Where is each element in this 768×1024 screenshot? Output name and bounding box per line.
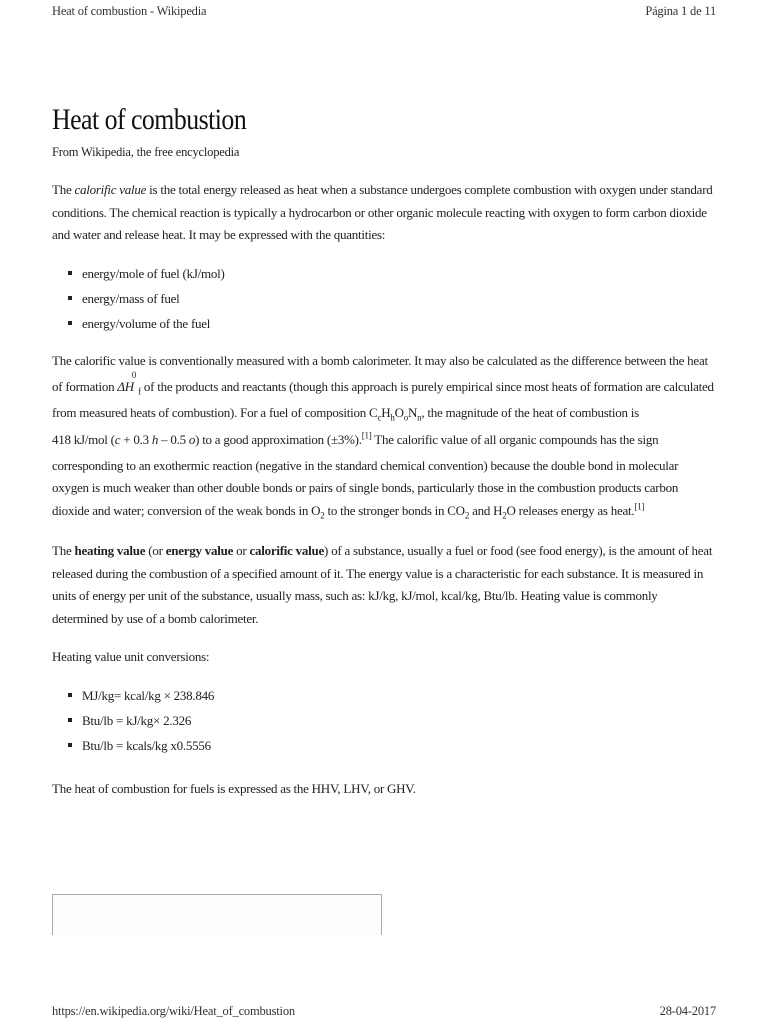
text-run: The calorific value of all organic compounds has the sign corresponding to an exothermic reaction (negative in the standard chemical convention) because the double bond in molecular oxygen is much weaker than other double bonds or pairs of single bonds, particularly those in the combustion products carbon dioxide and water; conversion of the weak bonds in O — [52, 431, 679, 518]
variable-o: o — [188, 431, 196, 447]
infobox-frame — [52, 894, 382, 935]
tagline: From Wikipedia, the free encyclopedia — [52, 145, 240, 159]
print-header-page-number: Página 1 de 11 — [645, 4, 716, 18]
page-title: Heat of combustion — [52, 103, 247, 136]
text-run: ) to a good approximation (±3%). — [195, 431, 362, 447]
citation-link[interactable]: [1] — [361, 430, 372, 441]
text-run: of the products and reactants (though this approach is purely empirical since most heats of formation are calculated from measured heats of combustion). For a fuel of composition C — [52, 379, 714, 420]
subscript: 2 — [464, 510, 470, 521]
list-item: Btu/lb = kcals/kg x0.5556 — [68, 733, 716, 758]
term-calorific-value: calorific value — [74, 182, 147, 197]
text-run: The calorific value is conventionally measured with a bomb calorimeter. It may also be calculated as the difference between the heat of formation — [52, 352, 708, 394]
paragraph-bomb-calorimeter — [52, 350, 716, 523]
term-energy-value: energy value — [165, 543, 234, 558]
subscript: f — [138, 386, 141, 397]
term-calorific-value-bold: calorific value — [249, 543, 325, 558]
text-run: or — [233, 543, 250, 558]
text-run: + 0.3 — [120, 431, 152, 447]
article-content — [52, 100, 716, 800]
variable-h: h — [151, 431, 159, 447]
text-run: 418 kJ/mol ( — [52, 431, 115, 447]
print-footer — [52, 1004, 716, 1019]
term-heating-value: heating value — [74, 543, 146, 558]
paragraph-heating-value — [52, 540, 716, 630]
list-item: energy/mass of fuel — [68, 286, 716, 311]
subscript: o — [403, 412, 408, 423]
subscript: n — [417, 412, 422, 423]
print-footer-url: https://en.wikipedia.org/wiki/Heat_of_combustion — [52, 1004, 295, 1018]
text-run: and H — [469, 502, 503, 518]
print-header-title: Heat of combustion - Wikipedia — [52, 4, 207, 18]
paragraph-calorific-value — [52, 179, 716, 247]
citation-link[interactable]: [1] — [634, 501, 645, 512]
paragraph-unit-conversions: Heating value unit conversions: — [52, 649, 210, 664]
text-run: The — [52, 182, 75, 197]
text-run: to the stronger bonds in CO — [324, 502, 465, 518]
formula — [52, 432, 362, 447]
print-header — [52, 4, 716, 19]
text-run: is the total energy released as heat when a substance undergoes complete combustion with oxygen under standard conditions. The chemical reaction is typically a hydrocarbon or other organic molecule reacting with oxygen to form carbon dioxide and water and release heat. It may be expressed with the quantities: — [52, 182, 713, 242]
subscript: c — [377, 412, 382, 423]
text-run: , the magnitude of the heat of combustion is — [421, 405, 639, 420]
paragraph-hhv-lhv-ghv: The heat of combustion for fuels is expressed as the HHV, LHV, or GHV. — [52, 780, 416, 796]
print-footer-date: 28-04-2017 — [659, 1004, 716, 1018]
superscript: 0 — [131, 369, 137, 380]
subscript: 2 — [320, 510, 325, 521]
subscript: h — [390, 412, 395, 423]
list-item: Btu/lb = kJ/kg× 2.326 — [68, 708, 716, 733]
text-run: – 0.5 — [158, 431, 189, 447]
delta-h-symbol: ΔH — [117, 379, 134, 394]
text-run: (or — [145, 543, 166, 558]
list-item: MJ/kg= kcal/kg × 238.846 — [68, 683, 716, 708]
text-run: The — [52, 543, 75, 558]
text-run: O — [394, 405, 404, 420]
list-item: energy/volume of the fuel — [68, 311, 716, 336]
text-run: H — [381, 405, 391, 420]
conversions-list — [52, 683, 716, 758]
variable-c: c — [114, 431, 121, 447]
list-item: energy/mole of fuel (kJ/mol) — [68, 261, 716, 286]
subscript: 2 — [502, 510, 507, 521]
text-run: N — [407, 405, 418, 420]
quantities-list — [52, 261, 716, 336]
delta-h-formation — [117, 369, 141, 397]
text-run: ) of a substance, usually a fuel or food (see food energy), is the amount of heat released during the combustion of a specified amount of it. The energy value is a characteristic for each substance. It is measured in units of energy per unit of the substance, usually mass, such as: kJ/kg, kJ/mol, kcal/kg, Btu/lb. Heating value is commonly determined by use of a bomb calorimeter. — [52, 543, 713, 626]
text-run: O releases energy as heat. — [506, 502, 635, 518]
